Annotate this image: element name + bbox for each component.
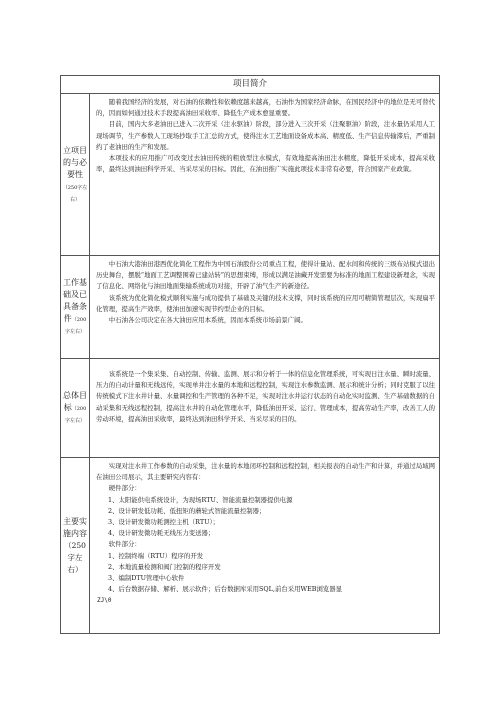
- label-foundation-note: （200字左右）: [64, 317, 87, 335]
- list-item: 2、设计研发低功耗、低扭矩的蘑轮式智能流量控制器；: [108, 506, 266, 515]
- content-implementation: [90, 458, 439, 633]
- paragraph: 中石油各公司决定在各大油田应用本系统，因而本系统市场前景广阔。: [108, 316, 307, 325]
- paragraph: 该系统是一个集采集、自动控制、传输、监测、展示和分析于一体的信息化管理系统，可实现日注水量、瞬时流量、压力的自动计量和无线远传，实现单井注水量的本地和远程控制，实现注水参数监测、展示和统计分析；同时克服了以往传统模式下注水井计量、水量调控和生产管理的各种不足，实现对注水井运行状态的自动化实时监测、生产基础数据的自动采集和无线远程控制，提高注水井的自动化管理水平，降低油田开采、运行、管理成本，提高劳动生产率，改善工人的劳动环境，提高油田采收率，最终达到油田科学开采、当采尽采的目的。: [96, 370, 435, 423]
- list-item: 2、本地流量检测和阀门控制的程序开发: [108, 562, 221, 571]
- list-item: 4、后台数据存储、解析、展示软件；后台数据库采用SQL,前台采用WEB浏览器显: [108, 585, 342, 594]
- list-item: 4、设计研发微功耗无线压力变送器；: [108, 529, 215, 538]
- paragraph-intro: 实现对注水井工作参数的自动采集，注水量的本地闭环控制和远程控制，相关报表的自动生产和计算，并通过局域网在油田公司展示，其主要研究内容有：: [96, 462, 435, 482]
- list-item: 3、编制DTU管理中心软件: [108, 574, 185, 583]
- row-label-foundation: [61, 256, 90, 358]
- list-item: 3、设计研发微功耗测控主机（RTU）；: [108, 518, 220, 527]
- content-foundation: [90, 256, 439, 358]
- paragraph: 目前，国内大多老油田已进入二次开采（注水驱油）阶段，部分进入三次开采（注聚驱油）阶段，注水量仍采用人工现场调节，生产参数人工现场抄取手工汇总的方式，使得注水工艺地面设备成本高、精度低、生产信息传输滞后，严重制约了老油田的生产和发展。: [96, 120, 435, 151]
- list-item: 1、控制终端（RTU）程序的开发: [108, 551, 204, 560]
- paragraph: 中石油大港油田港西优化简化工程作为中国石油股份公司重点工程，使得计量站、配水间和传统的三级布站模式退出历史舞台，摆脱“地面工艺调整围着已建站转”的思想束缚，形成以满足油藏开发需要为标准的地面工程建设新理念，实现了信息化、网络化与油田地面集输系统成功对接，开辟了油气生产的新途径。: [96, 260, 435, 291]
- label-goal-text: 总体目标: [63, 391, 87, 412]
- label-implementation-note: （250字左右）: [64, 540, 86, 574]
- hardware-heading: 硬件部分：: [108, 484, 141, 493]
- label-foundation-text: 工作基础及已具备条件: [63, 278, 87, 323]
- label-goal-note: （200字左右）: [64, 406, 87, 424]
- row-implementation: [61, 458, 439, 633]
- paragraph: 该系统为优化简化模式顺利实施与成功提供了基础及关键的技术支撑，同时该系统的应用可精简管理层次，实现扁平化管理，提高生产效率，使油田加速实现节约型企业的目标。: [96, 293, 435, 313]
- paragraph: 本项技术的应用推广可改变过去油田传统的粗放型注水模式，有效地提高油田注水精度，降低开采成本，提高采收率，最终达到油田科学开采、当采尽采的目标。因此，在油田推广实施此项技术非常有必要，符合国家产业政策。: [96, 154, 435, 174]
- table-title: 项目简介: [61, 76, 439, 94]
- row-foundation: [61, 256, 439, 359]
- trailing-text: ZJ\0: [97, 597, 112, 605]
- row-label-goal: [61, 359, 90, 457]
- project-summary-table: [60, 75, 440, 634]
- row-label-purpose: [61, 94, 90, 255]
- content-goal: [90, 359, 439, 457]
- label-purpose-note: （250字左右）: [62, 184, 88, 203]
- row-purpose: [61, 94, 439, 256]
- paragraph: 随着我国经济的发展，对石油的依赖性和依赖度越来越高，石油作为国家经济命脉，在国民经济中的地位是无可替代的，因而如何通过技术手段提高油田采收率、降低生产成本愈显重要。: [96, 98, 435, 118]
- list-item: 1、太阳能供电系统设计，为现场RTU、智能流量控制器提供电源: [108, 495, 293, 504]
- content-purpose: [90, 94, 439, 255]
- row-label-implementation: [61, 458, 90, 633]
- row-goal: [61, 359, 439, 458]
- label-implementation-text: 主要实施内容: [63, 516, 87, 538]
- label-purpose-text: 立项目的与必要性: [63, 145, 87, 179]
- software-heading: 软件部分：: [108, 540, 141, 549]
